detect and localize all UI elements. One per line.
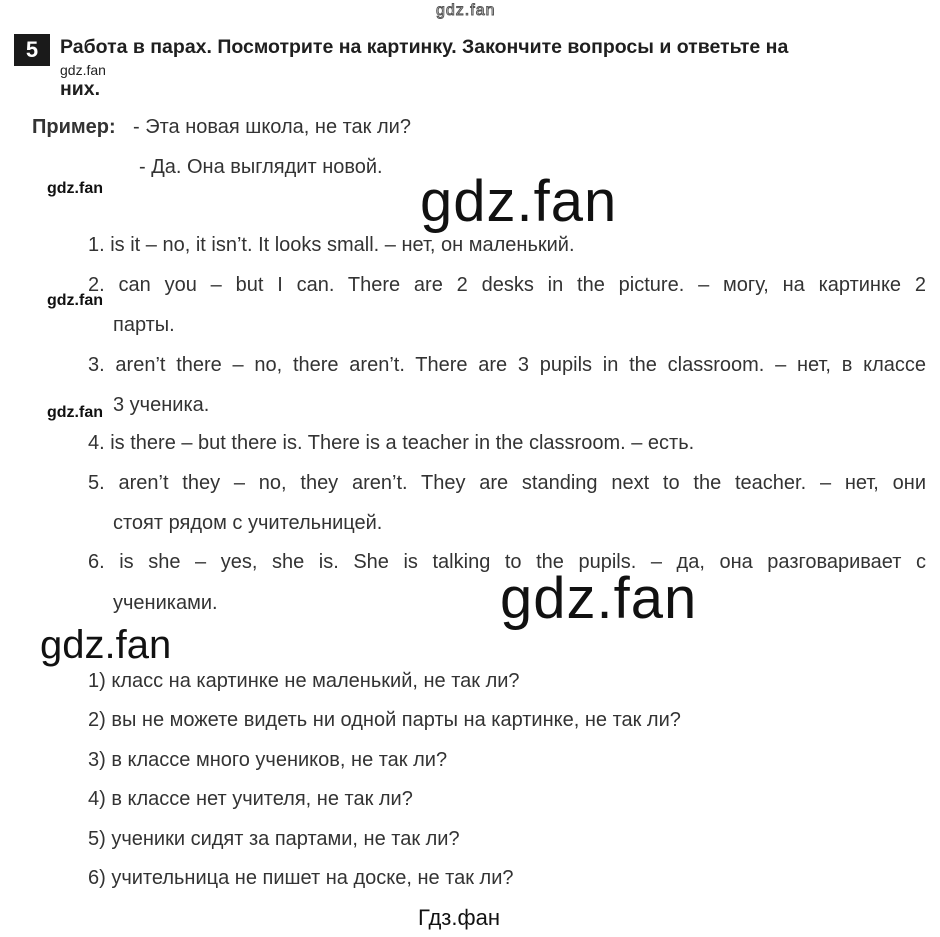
question-1: 1) класс на картинке не маленький, не так ли? [88, 670, 520, 692]
question-2: 2) вы не можете видеть ни одной парты на картинке, не так ли? [88, 709, 681, 731]
watermark-huge-right: gdz.fan [500, 566, 698, 631]
exercise-title-line2: них. [60, 78, 101, 100]
answer-6-line1: 6. is she – yes, she is. She is talking to the pupils. – да, она разговаривает с [88, 551, 926, 573]
example-label: Пример: [32, 116, 116, 138]
question-3: 3) в классе много учеников, не так ли? [88, 749, 448, 771]
answer-2-line2: парты. [113, 314, 175, 336]
watermark-huge-center: gdz.fan [420, 169, 618, 234]
example-line1: - Эта новая школа, не так ли? [133, 116, 411, 138]
watermark-footer: Гдз.фан [418, 905, 500, 930]
question-5: 5) ученики сидят за партами, не так ли? [88, 828, 460, 850]
answer-1: 1. is it – no, it isn’t. It looks small. – нет, он маленький. [88, 234, 575, 256]
watermark-title-overlay: gdz.fan [60, 62, 106, 78]
question-6: 6) учительница не пишет на доске, не так ли? [88, 867, 514, 889]
watermark-left-2: gdz.fan [47, 292, 103, 309]
answer-4: 4. is there – but there is. There is a teacher in the classroom. – есть. [88, 432, 695, 454]
answer-5-line1: 5. aren’t they – no, they aren’t. They are standing next to the teacher. – нет, они [88, 472, 926, 494]
example-line2: - Да. Она выглядит новой. [139, 156, 383, 178]
answer-3-line2: 3 ученика. [113, 394, 210, 416]
answer-6-line2: учениками. [113, 592, 218, 614]
question-4: 4) в классе нет учителя, не так ли? [88, 788, 413, 810]
answer-2-line1: 2. can you – but I can. There are 2 desks in the picture. – могу, на картинке 2 [88, 274, 926, 296]
watermark-left-3: gdz.fan [47, 404, 103, 421]
exercise-number-badge: 5 [14, 34, 50, 66]
watermark-left-1: gdz.fan [47, 180, 103, 197]
watermark-big-left: gdz.fan [40, 623, 172, 667]
watermark-top: gdz.fan [436, 2, 496, 19]
answer-3-line1: 3. aren’t there – no, there aren’t. There are 3 pupils in the classroom. – нет, в классе [88, 354, 926, 376]
answer-5-line2: стоят рядом с учительницей. [113, 512, 383, 534]
exercise-title-line1: Работа в парах. Посмотрите на картинку. Закончите вопросы и ответьте на [60, 36, 789, 58]
